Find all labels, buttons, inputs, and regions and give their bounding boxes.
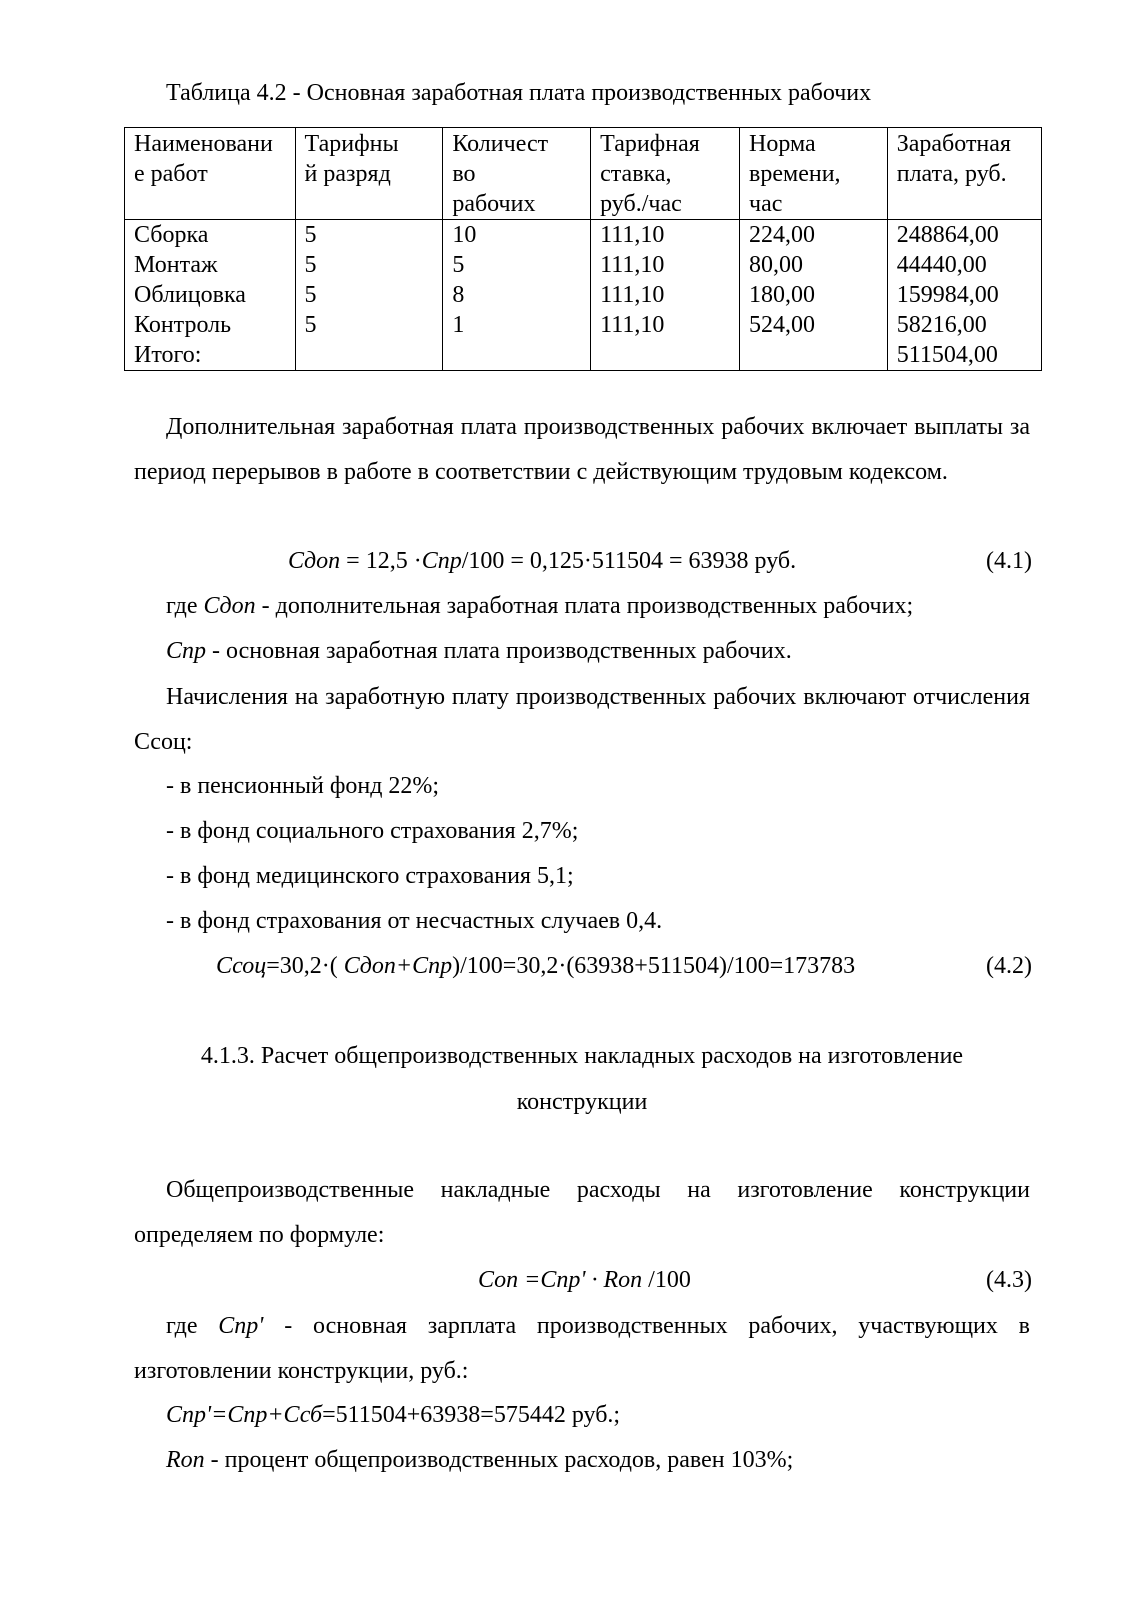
formula-4-3: Соп =Спр' · Rоп /100 xyxy=(478,1267,691,1293)
equation-number-4-1: (4.1) xyxy=(986,548,1032,574)
where-line-spr: Спр - основная заработная плата производственных рабочих. xyxy=(166,638,792,664)
header-cell-work-name: Наименовани е работ xyxy=(125,128,296,220)
table-cell: 111,10 xyxy=(591,220,740,251)
table-row xyxy=(125,220,1042,251)
table-cell: 511504,00 xyxy=(887,340,1041,371)
header-cell-worker-count: Количест во рабочих xyxy=(443,128,591,220)
table-row xyxy=(125,310,1042,340)
table-cell xyxy=(295,340,443,371)
table-cell: 5 xyxy=(295,280,443,310)
table-total-row xyxy=(125,340,1042,371)
equation-number-4-2: (4.2) xyxy=(986,953,1032,979)
table-cell: Итого: xyxy=(125,340,296,371)
where-line-sdop: где Сдоп - дополнительная заработная плата производственных рабочих; xyxy=(166,593,914,619)
table-cell: Сборка xyxy=(125,220,296,251)
paragraph-accruals: Начисления на заработную плату производственных рабочих включают отчисления Ссоц: xyxy=(134,684,1030,755)
table-cell: 10 xyxy=(443,220,591,251)
table-cell: 524,00 xyxy=(740,310,888,340)
formula-4-1: Сдоп = 12,5 ·Спр/100 = 0,125·511504 = 63938 руб. xyxy=(288,548,797,574)
table-cell: 248864,00 xyxy=(887,220,1041,251)
table-cell: 1 xyxy=(443,310,591,340)
table-cell: 5 xyxy=(295,250,443,280)
table-cell: 224,00 xyxy=(740,220,888,251)
wage-table xyxy=(124,127,1042,371)
table-cell xyxy=(740,340,888,371)
table-cell xyxy=(591,340,740,371)
list-item: - в фонд медицинского страхования 5,1; xyxy=(166,863,574,889)
table-cell: Контроль xyxy=(125,310,296,340)
table-cell: 180,00 xyxy=(740,280,888,310)
table-cell: Монтаж xyxy=(125,250,296,280)
header-cell-wage: Заработная плата, руб. xyxy=(887,128,1041,220)
table-cell: 44440,00 xyxy=(887,250,1041,280)
formula-4-2: Ссоц=30,2·( Сдоп+Спр)/100=30,2·(63938+511504)/100=173783 xyxy=(216,953,856,979)
table-cell: 8 xyxy=(443,280,591,310)
table-cell: 111,10 xyxy=(591,310,740,340)
table-cell: 58216,00 xyxy=(887,310,1041,340)
table-row xyxy=(125,250,1042,280)
table-cell: 111,10 xyxy=(591,280,740,310)
table-cell xyxy=(443,340,591,371)
list-item: - в пенсионный фонд 22%; xyxy=(166,773,440,799)
header-cell-tariff-rate: Тарифная ставка, руб./час xyxy=(591,128,740,220)
list-item: - в фонд социального страхования 2,7%; xyxy=(166,818,579,844)
table-caption: Таблица 4.2 - Основная заработная плата производственных рабочих xyxy=(166,80,872,106)
table-header-row xyxy=(125,128,1042,220)
table-cell: 5 xyxy=(443,250,591,280)
table-cell: 5 xyxy=(295,310,443,340)
where-line-spr-prime: где Спр' - основная зарплата производственных рабочих, участвующих в изготовлении конструкции, руб.: xyxy=(134,1313,1031,1384)
equation-number-4-3: (4.3) xyxy=(986,1267,1032,1293)
paragraph-overhead: Общепроизводственные накладные расходы на изготовление конструкции определяем по формуле: xyxy=(134,1177,1030,1248)
table-cell: 5 xyxy=(295,220,443,251)
where-line-rop: Rоп - процент общепроизводственных расходов, равен 103%; xyxy=(166,1447,794,1473)
header-cell-tariff-grade: Тарифны й разряд xyxy=(295,128,443,220)
table-cell: Облицовка xyxy=(125,280,296,310)
table-row xyxy=(125,280,1042,310)
paragraph-additional-wage: Дополнительная заработная плата производственных рабочих включает выплаты за период перерывов в работе в соответствии с действующим трудовым кодексом. xyxy=(134,414,1030,485)
list-item: - в фонд страхования от несчастных случаев 0,4. xyxy=(166,908,663,934)
section-heading: 4.1.3. Расчет общепроизводственных накладных расходов на изготовление конструкции xyxy=(200,1043,964,1115)
table-cell: 80,00 xyxy=(740,250,888,280)
table-cell: 159984,00 xyxy=(887,280,1041,310)
table-cell: 111,10 xyxy=(591,250,740,280)
calc-line-spr-prime: Спр'=Спр+Ссб=511504+63938=575442 руб.; xyxy=(166,1402,621,1428)
header-cell-time-norm: Норма времени, час xyxy=(740,128,888,220)
